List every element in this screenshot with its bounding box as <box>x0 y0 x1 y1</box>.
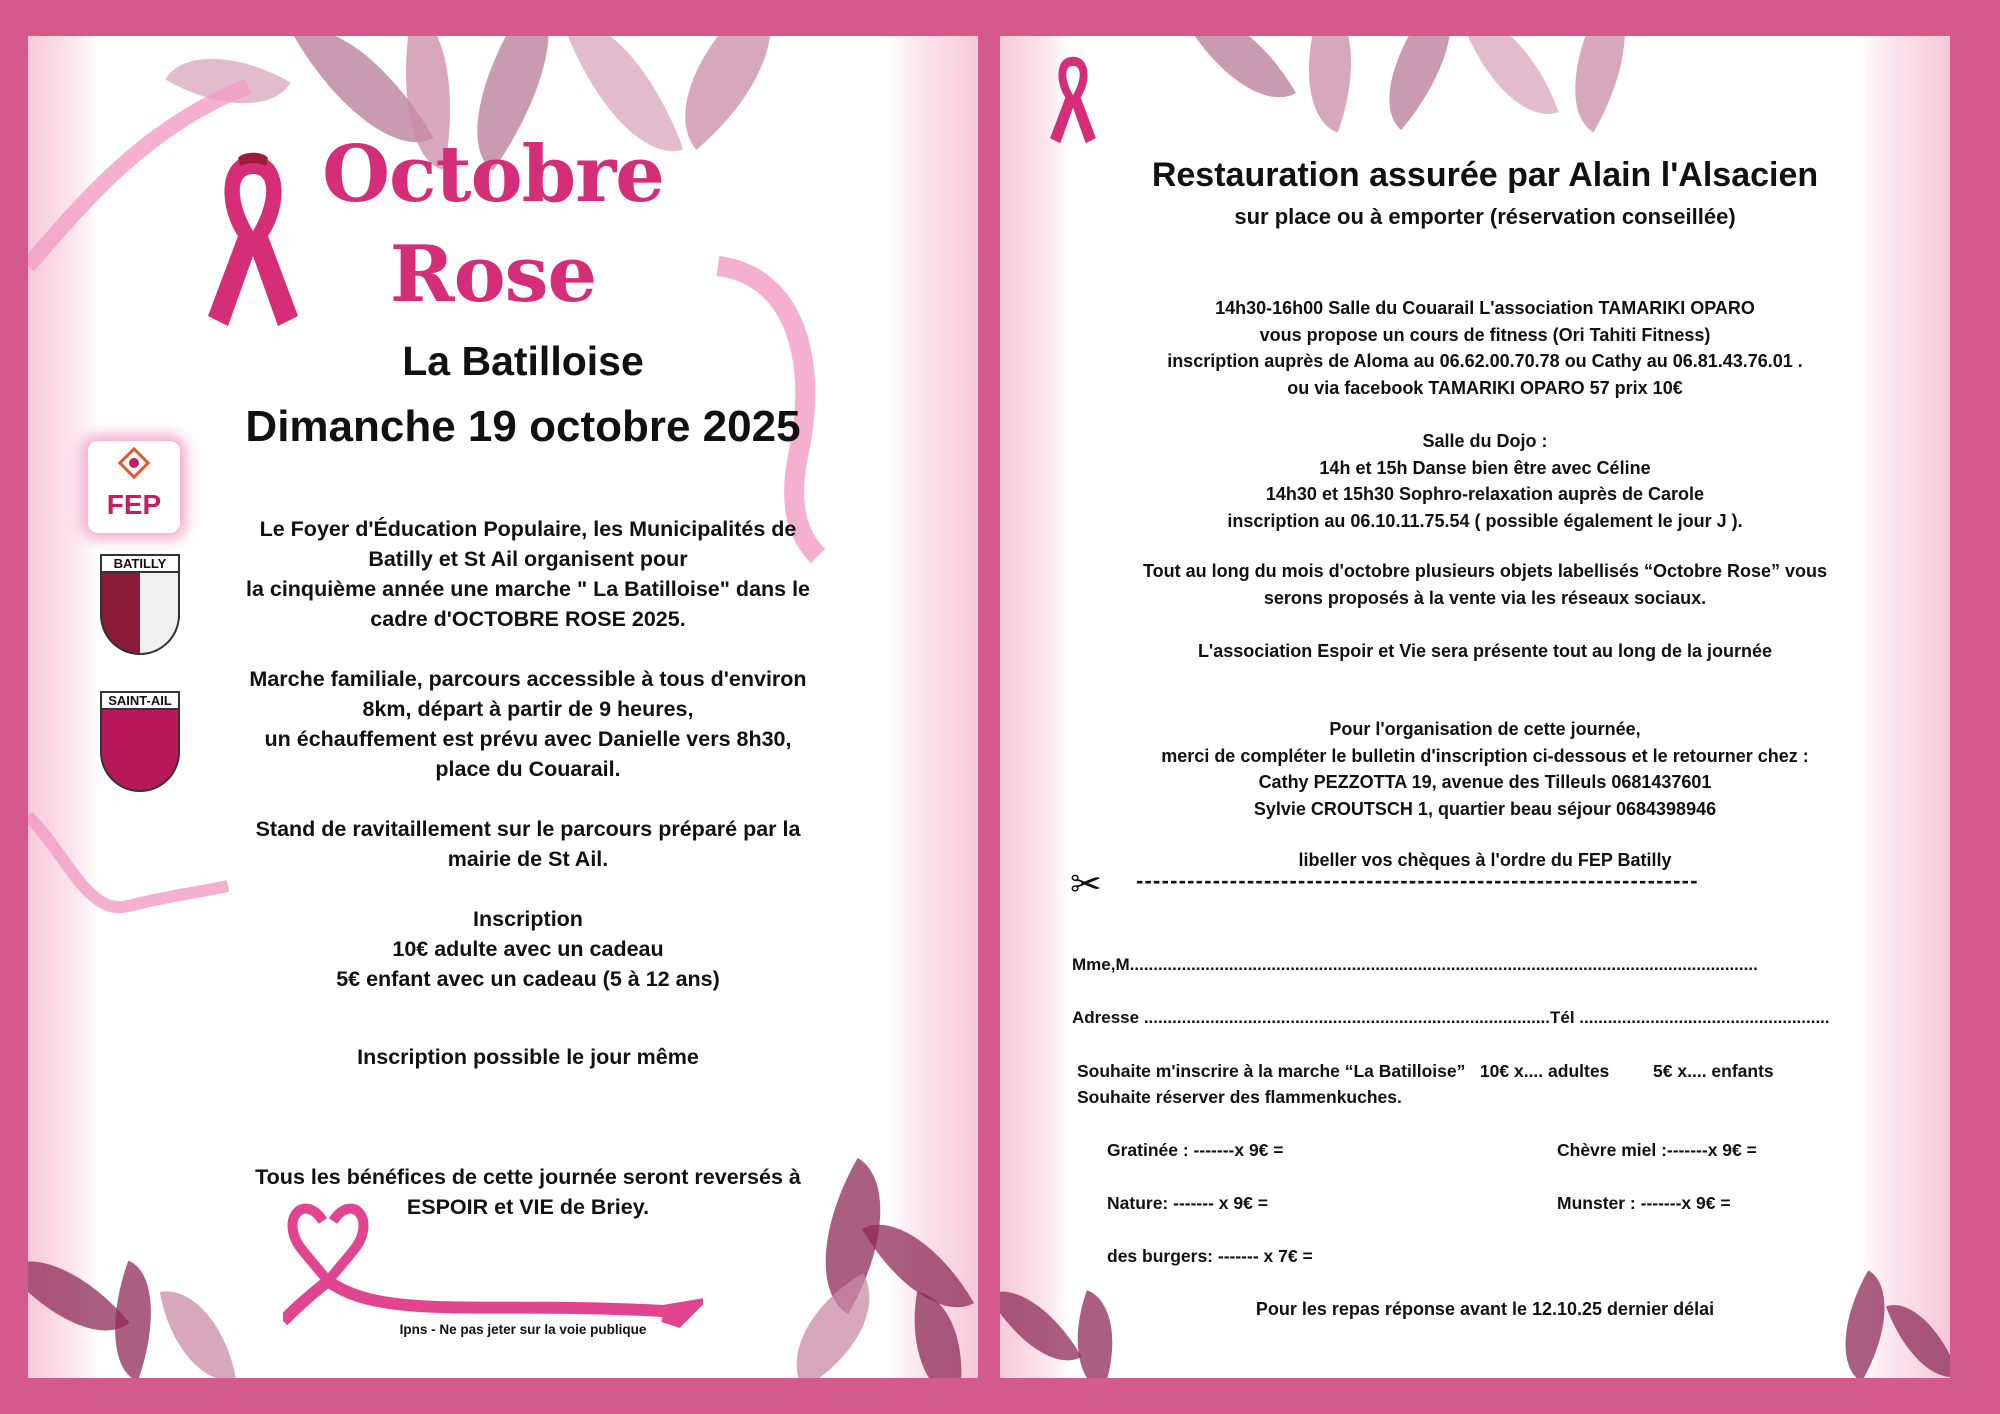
fitness-block <box>1020 295 1950 401</box>
supply-paragraph <box>78 814 978 874</box>
dojo-line: inscription au 06.10.11.75.54 ( possible également le jour J ). <box>1227 510 1743 531</box>
heart-ribbon-icon <box>283 1181 703 1331</box>
leaf-decoration <box>1461 36 1558 133</box>
supply-line: Stand de ravitaillement sur le parcours préparé par la <box>255 817 801 841</box>
cut-line: ------------------------------------------------------------------ <box>1136 868 1699 893</box>
meal-deadline: Pour les repas réponse avant le 12.10.25 dernier délai <box>1255 1299 1715 1319</box>
pink-ribbon-icon <box>1045 50 1101 150</box>
form-address-field[interactable]: Adresse ......................................................................................Tél ..................................................... <box>1072 1008 1830 1027</box>
organisation-line: Cathy PEZZOTTA 19, avenue des Tilleuls 0681437601 <box>1258 772 1712 792</box>
leaf-decoration <box>1000 1270 1082 1378</box>
benefits-line: Tous les bénéfices de cette journée seront reversés à <box>255 1165 801 1189</box>
order-nature[interactable]: Nature: ------- x 9€ = <box>1107 1193 1268 1213</box>
intro-line: Batilly et St Ail organisent pour <box>368 547 688 571</box>
intro-line: la cinquième année une marche " La Batilloise" dans le <box>245 577 811 601</box>
saint-ail-crest-label: SAINT-AIL <box>100 691 180 710</box>
catering-heading: Restauration assurée par Alain l'Alsacien <box>1151 156 1819 194</box>
order-munster[interactable]: Munster : -------x 9€ = <box>1557 1193 1731 1213</box>
title-line1: Octobre <box>322 129 664 220</box>
inscription-block <box>78 904 978 994</box>
catering-subheading: sur place ou à emporter (réservation conseillée) <box>1234 204 1736 229</box>
walk-line: Marche familiale, parcours accessible à tous d'environ <box>249 667 807 691</box>
event-date: Dimanche 19 octobre 2025 <box>245 402 801 451</box>
walk-line: un échauffement est prévu avec Danielle vers 8h30, <box>264 727 792 751</box>
inscription-child-price: 5€ enfant avec un cadeau (5 à 12 ans) <box>336 967 720 991</box>
form-name-field[interactable]: Mme,M..................................................................................................................................... <box>1072 955 1758 974</box>
form-walk-registration[interactable]: Souhaite m'inscrire à la marche “La Batilloise” 10€ x.... adultes 5€ x.... enfants <box>1077 1061 1774 1081</box>
fitness-line: vous propose un cours de fitness (Ori Tahiti Fitness) <box>1259 324 1711 345</box>
scissors-icon: ✂ <box>1070 862 1102 906</box>
walk-paragraph <box>78 664 978 784</box>
benefits-line: ESPOIR et VIE de Briey. <box>406 1195 650 1219</box>
cheques-note: libeller vos chèques à l'ordre du FEP Batilly <box>1298 850 1672 870</box>
organisation-line: Sylvie CROUTSCH 1, quartier beau séjour 0684398946 <box>1253 798 1717 819</box>
leaf-decoration <box>1542 36 1659 132</box>
organisation-line: merci de compléter le bulletin d'inscription ci-dessous et le retourner chez : <box>1161 745 1809 766</box>
leaf-decoration <box>1281 36 1378 133</box>
objects-line: serons proposés à la vente via les réseaux sociaux. <box>1263 587 1707 608</box>
order-gratinee[interactable]: Gratinée : -------x 9€ = <box>1107 1140 1284 1160</box>
footer-note: Ipns - Ne pas jeter sur la voie publique <box>399 1322 647 1337</box>
same-day-registration: Inscription possible le jour même <box>357 1045 699 1069</box>
dojo-block <box>1020 428 1950 534</box>
fitness-line: inscription auprès de Aloma au 06.62.00.70.78 ou Cathy au 06.81.43.76.01 . <box>1167 351 1803 371</box>
left-flyer-page <box>28 36 978 1378</box>
objects-line: Tout au long du mois d'octobre plusieurs objets labellisés “Octobre Rose” vous <box>1142 561 1828 581</box>
form-flammenkuche-title: Souhaite réserver des flammenkuches. <box>1077 1087 1402 1107</box>
intro-paragraph <box>78 514 978 634</box>
inscription-adult-price: 10€ adulte avec un cadeau <box>392 937 664 961</box>
dojo-line: 14h30 et 15h30 Sophro-relaxation auprès de Carole <box>1265 484 1705 504</box>
organisation-line: Pour l'organisation de cette journée, <box>1329 719 1641 739</box>
fitness-line: ou via facebook TAMARIKI OPARO 57 prix 10€ <box>1287 377 1683 398</box>
leaf-decoration <box>1184 36 1296 123</box>
order-chevre-miel[interactable]: Chèvre miel :-------x 9€ = <box>1557 1140 1757 1160</box>
objects-block <box>1020 558 1950 611</box>
batilly-crest-label: BATILLY <box>100 554 180 573</box>
right-flyer-page <box>1000 36 1950 1378</box>
dojo-line: Salle du Dojo : <box>1422 431 1548 451</box>
walk-line: place du Couarail. <box>435 757 621 781</box>
leaf-decoration <box>1355 36 1485 130</box>
supply-line: mairie de St Ail. <box>447 847 609 871</box>
intro-line: Le Foyer d'Éducation Populaire, les Municipalités de <box>259 517 797 541</box>
fep-logo-text: FEP <box>106 489 162 520</box>
dojo-line: 14h et 15h Danse bien être avec Céline <box>1319 457 1651 478</box>
inscription-title: Inscription <box>473 907 583 931</box>
fitness-line: 14h30-16h00 Salle du Couarail L'association TAMARIKI OPARO <box>1215 298 1755 318</box>
event-name: La Batilloise <box>402 338 644 384</box>
association-note: L'association Espoir et Vie sera présente tout au long de la journée <box>1197 641 1773 661</box>
order-burgers[interactable]: des burgers: ------- x 7€ = <box>1107 1246 1313 1266</box>
title-line2: Rose <box>389 229 597 320</box>
intro-line: cadre d'OCTOBRE ROSE 2025. <box>370 607 686 631</box>
walk-line: 8km, départ à partir de 9 heures, <box>362 697 694 721</box>
organisation-block <box>1020 716 1950 822</box>
